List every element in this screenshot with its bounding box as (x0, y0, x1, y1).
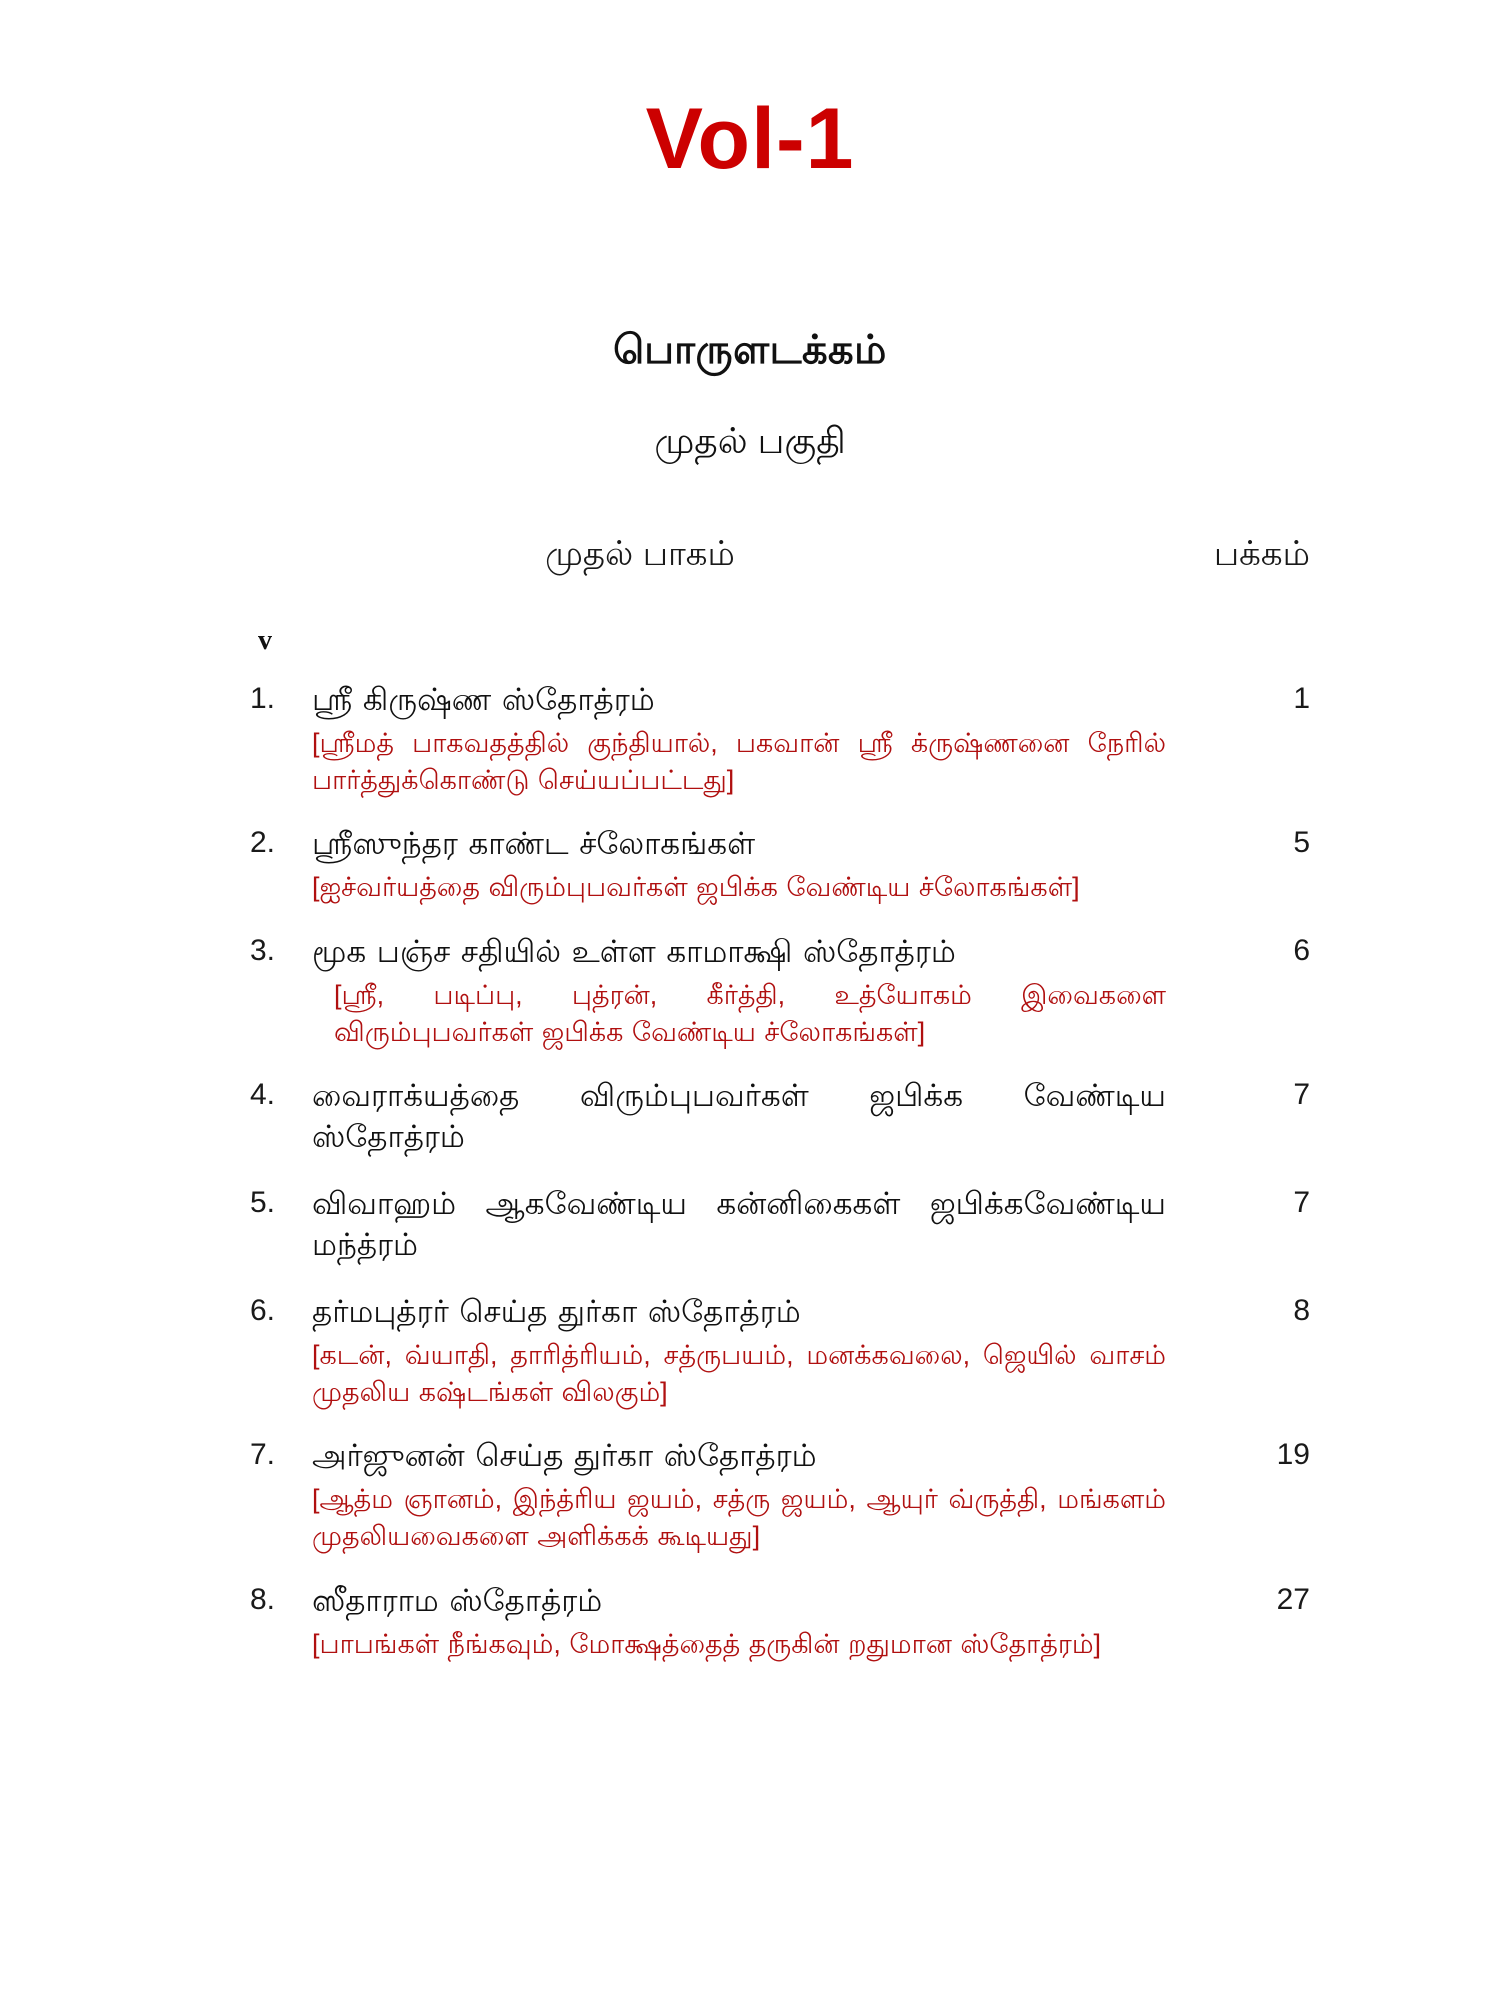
entry-body (312, 932, 1190, 1050)
entry-note: [ஸ்ரீமத் பாகவதத்தில் குந்தியால், பகவான் ஸ்ரீ க்ருஷ்ணனை நேரில் பார்த்துக்கொண்டு செய்யப்பட்டது] (312, 727, 1166, 795)
entry-page-number: 1 (1293, 682, 1310, 715)
entry-number: 5. (250, 1186, 276, 1220)
entry-title: ஸ்ரீஸுந்தர காண்ட ச்லோகங்கள் (312, 826, 756, 862)
entry-page-number: 5 (1293, 826, 1310, 860)
entry-note: [ஆத்ம ஞானம், இந்த்ரிய ஜயம், சத்ரு ஜயம், ஆயுர் வ்ருத்தி, மங்களம் முதலியவைகளை அளிக்கக் கூடியது] (312, 1484, 1166, 1551)
list-item (250, 1184, 1310, 1266)
entry-note: [ஐச்வர்யத்தை விரும்புபவர்கள் ஜபிக்க வேண்டிய ச்லோகங்கள்] (312, 872, 1080, 903)
entry-body (312, 1292, 1190, 1410)
column-header-section: முதல் பாகம் (545, 535, 735, 573)
entry-title: ஸ்ரீ கிருஷ்ண ஸ்தோத்ரம் (312, 682, 655, 717)
entry-number: 3. (250, 933, 276, 967)
entry-body (312, 824, 1190, 906)
entry-title: அர்ஜுனன் செய்த துர்கா ஸ்தோத்ரம் (312, 1438, 817, 1474)
entry-note: [கடன், வ்யாதி, தாரித்ரியம், சத்ருபயம், மனக்கவலை, ஜெயில் வாசம் முதலிய கஷ்டங்கள் விலகும்] (312, 1339, 1166, 1407)
entry-number: 8. (250, 1582, 276, 1616)
entry-page-number: 19 (1276, 1438, 1310, 1472)
entry-title: ஸீதாராம ஸ்தோத்ரம் (312, 1582, 603, 1618)
list-item (250, 680, 1310, 798)
page-title: பொருளடக்கம் (613, 328, 887, 372)
list-item (250, 932, 1310, 1050)
entry-body (312, 1581, 1190, 1663)
entry-note: [ஸ்ரீ, படிப்பு, புத்ரன், கீர்த்தி, உத்யோகம் இவைகளை விரும்புபவர்கள் ஜபிக்க வேண்டிய ச்லோகங்கள்] (334, 979, 1166, 1047)
entry-page-number: 7 (1293, 1078, 1310, 1112)
list-item (250, 1292, 1310, 1410)
entry-number: 4. (250, 1078, 276, 1112)
entry-title: விவாஹம் ஆகவேண்டிய கன்னிகைகள் ஜபிக்கவேண்டிய மந்த்ரம் (312, 1186, 1166, 1263)
volume-title: Vol-1 (645, 91, 855, 187)
column-header-page: பக்கம் (1213, 535, 1310, 573)
roman-page-marker: v (258, 625, 272, 656)
list-item (250, 824, 1310, 906)
entry-title: மூக பஞ்ச சதியில் உள்ள காமாக்ஷி ஸ்தோத்ரம் (312, 933, 956, 969)
list-item (250, 1581, 1310, 1663)
entry-number: 7. (250, 1438, 276, 1472)
entry-number: 2. (250, 826, 276, 860)
entry-number: 1. (250, 682, 276, 715)
entry-page-number: 8 (1293, 1293, 1310, 1327)
entry-number: 6. (250, 1293, 276, 1327)
list-item (250, 1436, 1310, 1554)
entry-body (312, 680, 1190, 798)
entry-title: வைராக்யத்தை விரும்புபவர்கள் ஜபிக்க வேண்டிய ஸ்தோத்ரம் (312, 1078, 1166, 1155)
column-header-row (250, 535, 1310, 578)
entry-body (312, 1184, 1190, 1266)
table-of-contents (250, 680, 1310, 1688)
entry-title: தர்மபுத்ரர் செய்த துர்கா ஸ்தோத்ரம் (312, 1293, 801, 1329)
entry-page-number: 6 (1293, 933, 1310, 967)
entry-page-number: 27 (1276, 1582, 1310, 1616)
entry-body (312, 1076, 1190, 1158)
page-subtitle: முதல் பகுதி (654, 420, 846, 461)
entry-body (312, 1436, 1190, 1554)
entry-page-number: 7 (1293, 1186, 1310, 1220)
list-item (250, 1076, 1310, 1158)
entry-note: [பாபங்கள் நீங்கவும், மோக்ஷத்தைத் தருகின் றதுமான ஸ்தோத்ரம்] (312, 1628, 1102, 1659)
